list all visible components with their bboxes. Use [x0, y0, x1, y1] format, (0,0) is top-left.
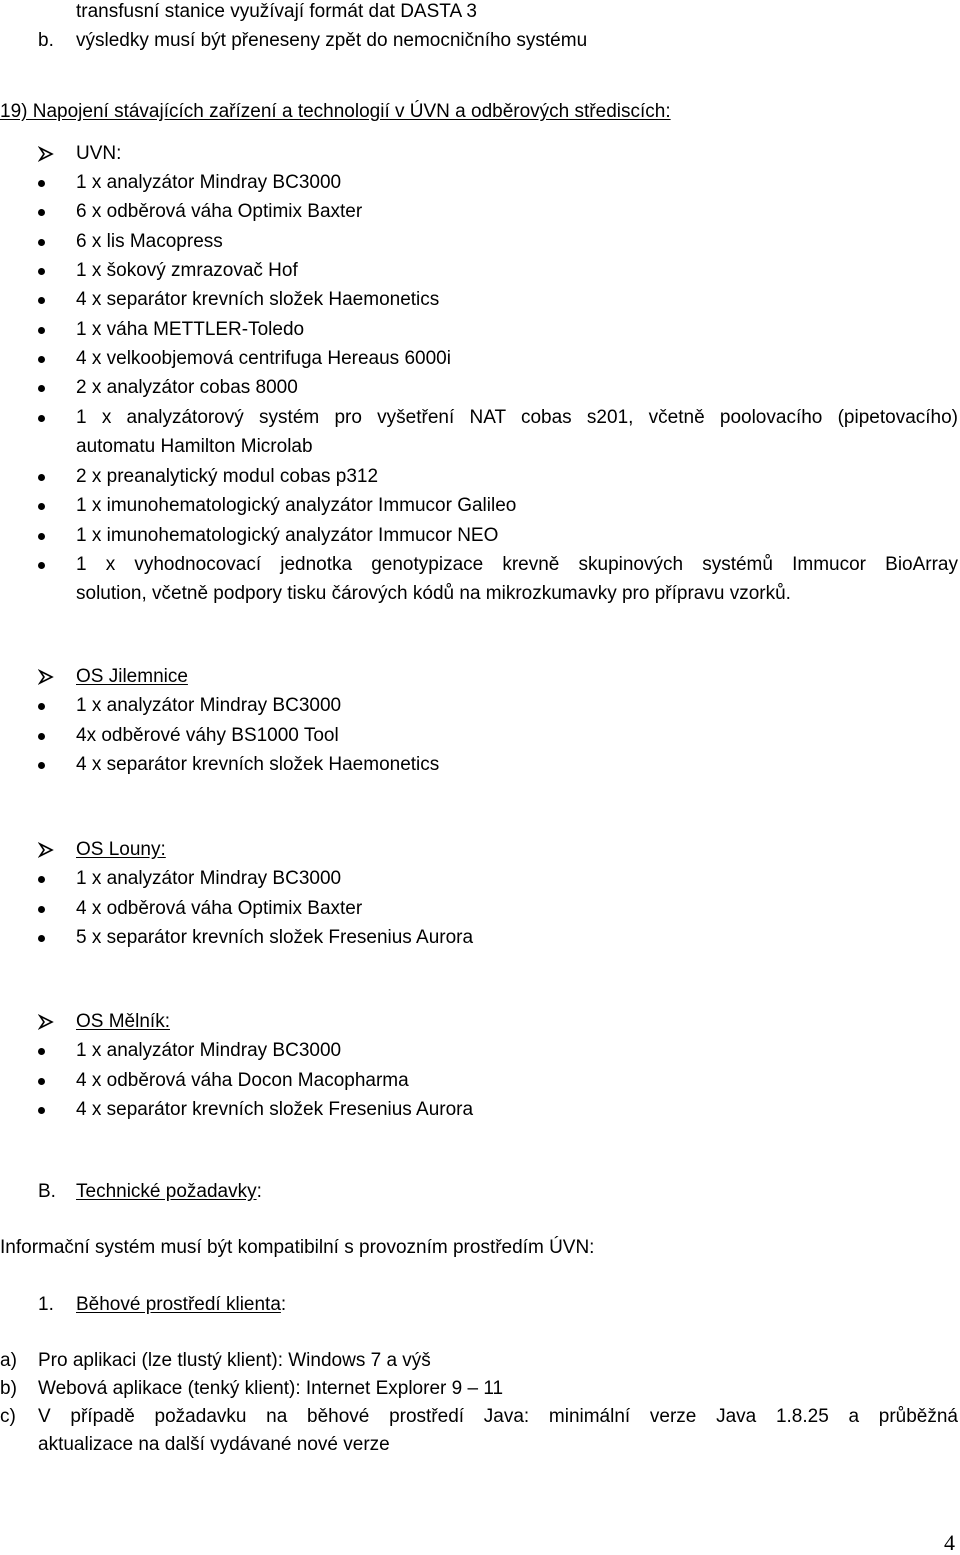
arrowhead-bullet-icon	[38, 143, 56, 165]
subsection-heading-1-colon: :	[280, 1294, 287, 1315]
group-title-uvn: UVN:	[76, 143, 122, 164]
list-item: 2 x preanalytický modul cobas p312	[76, 466, 379, 487]
bullet-icon	[38, 935, 45, 942]
arrowhead-bullet-icon	[38, 839, 56, 861]
bullet-icon	[38, 733, 45, 740]
req-item-b: Webová aplikace (tenký klient): Internet Explorer 9 – 11	[38, 1378, 504, 1399]
list-continuation-line: transfusní stanice využívají formát dat DASTA 3	[76, 1, 477, 22]
group-title-louny: OS Louny:	[76, 839, 166, 860]
req-item-c-line2: aktualizace na další vydávané nové verze	[38, 1434, 390, 1455]
req-item-c-line1: V případě požadavku na běhové prostředí Java: minimální verze Java 1.8.25 a průběžná	[38, 1406, 958, 1427]
req-marker-a: a)	[0, 1350, 17, 1371]
section-heading-19: 19) Napojení stávajících zařízení a technologií v ÚVN a odběrových střediscích:	[0, 101, 671, 122]
section-marker-b: B.	[38, 1181, 56, 1202]
bullet-icon	[38, 562, 45, 569]
list-item-line2: automatu Hamilton Microlab	[76, 436, 313, 457]
arrowhead-bullet-icon	[38, 666, 56, 688]
req-marker-b: b)	[0, 1378, 17, 1399]
bullet-icon	[38, 239, 45, 246]
list-item: 1 x analyzátor Mindray BC3000	[76, 172, 342, 193]
bullet-icon	[38, 356, 45, 363]
list-item-line1: 1 x vyhodnocovací jednotka genotypizace krevně skupinových systémů Immucor BioArray	[76, 554, 958, 575]
req-marker-c: c)	[0, 1406, 16, 1427]
req-item-a: Pro aplikaci (lze tlustý klient): Windows 7 a výš	[38, 1350, 431, 1371]
section-heading-b	[76, 1181, 262, 1203]
list-item: 4 x velkoobjemová centrifuga Hereaus 6000i	[76, 348, 451, 369]
list-item: 1 x analyzátor Mindray BC3000	[76, 695, 342, 716]
bullet-icon	[38, 209, 45, 216]
list-item: 4 x separátor krevních složek Haemonetics	[76, 289, 440, 310]
list-item: 6 x odběrová váha Optimix Baxter	[76, 201, 363, 222]
list-item: 4x odběrové váhy BS1000 Tool	[76, 725, 339, 746]
bullet-icon	[38, 503, 45, 510]
list-item: 1 x analyzátor Mindray BC3000	[76, 1040, 342, 1061]
list-item: 1 x imunohematologický analyzátor Immucor Galileo	[76, 495, 517, 516]
list-item: 4 x separátor krevních složek Fresenius Aurora	[76, 1099, 474, 1120]
arrowhead-bullet-icon	[38, 1011, 56, 1033]
list-item: 4 x odběrová váha Optimix Baxter	[76, 898, 363, 919]
section-intro: Informační systém musí být kompatibilní s provozním prostředím ÚVN:	[0, 1237, 595, 1258]
list-item: 4 x separátor krevních složek Haemonetics	[76, 754, 440, 775]
list-item-b: výsledky musí být přeneseny zpět do nemocničního systému	[76, 30, 588, 51]
list-item: 6 x lis Macopress	[76, 231, 223, 252]
list-item: 1 x váha METTLER-Toledo	[76, 319, 305, 340]
list-marker-b: b.	[38, 30, 54, 51]
bullet-icon	[38, 297, 45, 304]
section-heading-b-title: Technické požadavky	[76, 1181, 257, 1202]
bullet-icon	[38, 415, 45, 422]
group-title-melnik: OS Mělník:	[76, 1011, 170, 1032]
bullet-icon	[38, 1078, 45, 1085]
bullet-icon	[38, 906, 45, 913]
bullet-icon	[38, 762, 45, 769]
bullet-icon	[38, 1048, 45, 1055]
list-item: 1 x šokový zmrazovač Hof	[76, 260, 298, 281]
page-number: 4	[944, 1530, 955, 1555]
bullet-icon	[38, 385, 45, 392]
bullet-icon	[38, 180, 45, 187]
group-title-jilemnice: OS Jilemnice	[76, 666, 188, 687]
list-item: 4 x odběrová váha Docon Macopharma	[76, 1070, 409, 1091]
subsection-heading-1	[76, 1294, 286, 1316]
list-item-line2: solution, včetně podpory tisku čárových kódů na mikrozkumavky pro přípravu vzorků.	[76, 583, 791, 604]
bullet-icon	[38, 703, 45, 710]
list-item: 2 x analyzátor cobas 8000	[76, 377, 298, 398]
bullet-icon	[38, 268, 45, 275]
bullet-icon	[38, 876, 45, 883]
subsection-marker-1: 1.	[38, 1294, 54, 1315]
bullet-icon	[38, 327, 45, 334]
list-item: 5 x separátor krevních složek Fresenius Aurora	[76, 927, 474, 948]
bullet-icon	[38, 474, 45, 481]
subsection-heading-1-title: Běhové prostředí klienta	[76, 1294, 281, 1315]
list-item-line1: 1 x analyzátorový systém pro vyšetření NAT cobas s201, včetně poolovacího (pipetovacího)	[76, 407, 958, 428]
list-item: 1 x analyzátor Mindray BC3000	[76, 868, 342, 889]
list-item: 1 x imunohematologický analyzátor Immucor NEO	[76, 525, 499, 546]
bullet-icon	[38, 1107, 45, 1114]
bullet-icon	[38, 533, 45, 540]
section-heading-b-colon: :	[256, 1181, 262, 1202]
